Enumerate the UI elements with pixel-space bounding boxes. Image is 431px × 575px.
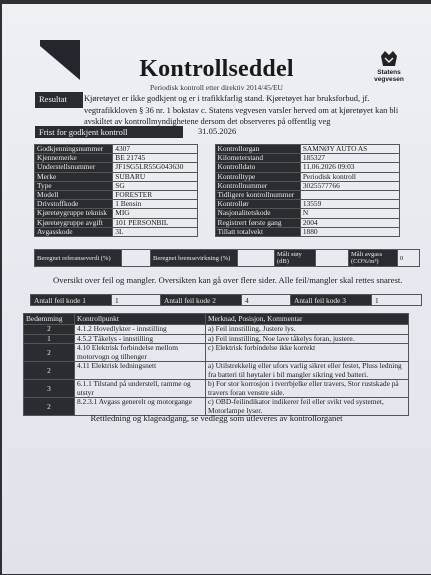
column-gap: [197, 154, 215, 163]
field-label: Tidligere kontrollnummer: [215, 190, 300, 199]
field-label: Merke: [35, 172, 113, 181]
field-value: SAMNØY AUTO AS: [300, 145, 399, 154]
field-value: SUBARU: [113, 172, 198, 181]
defect-row: [24, 380, 409, 398]
defect-comment: c) OBD-feilindikator indikerer feil eller svikt ved systemet, Motorlampe lyser.: [206, 398, 409, 416]
field-label: Kontrollorgan: [215, 145, 300, 154]
count-value-2: 4: [242, 295, 291, 306]
field-label: Godkjenningsnummer: [35, 145, 113, 154]
defect-row: [24, 362, 409, 380]
count-value-1: 1: [112, 295, 161, 306]
defect-point: 8.2.3.1 Avgass generelt og motorgange: [75, 398, 206, 416]
column-gap: [197, 172, 215, 181]
field-value: 4307: [113, 145, 198, 154]
exhaust-label: Målt avgass (CO%/m³): [349, 250, 398, 267]
field-value: 1880: [300, 227, 399, 236]
inspection-document: [2, 4, 431, 574]
count-label-3: Antall feil kode 3: [291, 295, 372, 306]
field-label: Kjennemerke: [35, 154, 113, 163]
vehicle-info-row: [35, 172, 400, 181]
field-label: Kontrollør: [215, 200, 300, 209]
field-value: MIG: [113, 209, 198, 218]
defect-comment: b) For stor korrosjon i tverrbjelke eller travers, Stor rustskade på travers foran venstre side.: [206, 380, 409, 398]
field-value: N: [300, 209, 399, 218]
overview-text: Oversikt over feil og mangler. Oversikten kan gå over flere sider. Alle feil/mangler skal rettes snarest.: [53, 275, 403, 285]
field-label: Modell: [35, 190, 113, 199]
defects-table: [23, 313, 409, 416]
field-value: SG: [113, 181, 198, 190]
field-value: BE 21745: [113, 154, 198, 163]
count-label-2: Antall feil kode 2: [161, 295, 242, 306]
defect-point: 4.10 Elektrisk forbindelse mellom motorvogn og tilhenger: [75, 344, 206, 362]
field-value: 3025577766: [300, 181, 399, 190]
defect-comment: c) Elektrisk forbindelse ikke korrekt: [206, 344, 409, 362]
field-value: FORESTER: [113, 190, 198, 199]
field-label: Avgasskode: [35, 227, 113, 236]
crest-icon: [378, 48, 400, 68]
defect-severity: 2: [24, 398, 75, 416]
field-label: Kjøretøygruppe avgift: [35, 218, 113, 227]
column-gap: [197, 227, 215, 236]
field-value: 101 PERSONBIL: [113, 218, 198, 227]
defect-point: 4.5.2 Tåkelys - innstilling: [75, 334, 206, 343]
count-value-3: 1: [372, 295, 422, 306]
vehicle-info-row: [35, 190, 400, 199]
field-value: Periodisk kontroll: [300, 172, 399, 181]
vehicle-info-row: [35, 181, 400, 190]
defect-severity: 3: [24, 380, 75, 398]
result-text: [84, 93, 404, 128]
brake-ref-label: Beregnet referanseverdi (%): [35, 250, 122, 267]
result-label: Resultat: [35, 92, 83, 108]
field-label: Understellsnummer: [35, 163, 113, 172]
field-value: [300, 190, 399, 199]
field-value: 1 Bensin: [113, 200, 198, 209]
defect-point: 4.1.2 Hovedlykter - innstilling: [75, 325, 206, 334]
field-value: JF1SG5LR55G043630: [113, 163, 198, 172]
field-label: Tillatt totalvekt: [215, 227, 300, 236]
defect-severity: 2: [24, 362, 75, 380]
defect-point: 6.1.1 Tilstand på understell, ramme og utstyr: [75, 380, 206, 398]
defect-row: [24, 344, 409, 362]
field-label: Registrert første gang: [215, 218, 300, 227]
measurements-table: [34, 249, 420, 267]
defect-severity: 2: [24, 325, 75, 334]
defect-comment: a) Utilstrekkelig eller ufors varlig sikret eller festet, Pluss ledning fra batteri til høytaler i bil mangler sikring ved batteri.: [206, 362, 409, 380]
defect-severity: 2: [24, 344, 75, 362]
field-label: Kontrolltype: [215, 172, 300, 181]
vehicle-info-row: [35, 218, 400, 227]
column-gap: [197, 145, 215, 154]
field-label: Kontrollnummer: [215, 181, 300, 190]
defect-counts-table: [30, 294, 422, 306]
document-subtitle: Periodisk kontroll etter direktiv 2014/45/EU: [150, 83, 283, 92]
defects-header-severity: Bedømming: [24, 314, 75, 325]
document-title: Kontrollseddel: [139, 56, 294, 82]
field-label: Kontrolldato: [215, 163, 300, 172]
column-gap: [197, 181, 215, 190]
exhaust-value: 0: [398, 250, 420, 267]
field-value: 3L: [113, 227, 198, 236]
field-value: 185327: [300, 154, 399, 163]
field-value: 11.06.2026 09:03: [300, 163, 399, 172]
vehicle-info-row: [35, 200, 400, 209]
defect-row: [24, 325, 409, 334]
column-gap: [197, 218, 215, 227]
result-line: avskiltet av kontrollmyndighetene dersom det observeres på offentlig veg: [84, 117, 331, 126]
vehicle-info-row: [35, 209, 400, 218]
column-gap: [197, 200, 215, 209]
defect-severity: 1: [24, 334, 75, 343]
vehicle-info-row: [35, 163, 400, 172]
deadline-label: Frist for godkjent kontroll: [35, 126, 183, 138]
vehicle-info-row: [35, 227, 400, 236]
column-gap: [197, 209, 215, 218]
defects-header-comment: Merknad, Posisjon, Kommentar: [206, 314, 409, 325]
field-value: 2004: [300, 218, 399, 227]
vehicle-info-table: [34, 144, 400, 237]
field-label: Drivstoffkode: [35, 200, 113, 209]
column-gap: [197, 163, 215, 172]
result-line: Kjøretøyet er ikke godkjent og er i trafikkfarlig stand. Kjøretøyet har bruksforbud, jf.: [84, 94, 370, 103]
noise-label: Målt støy (dB): [275, 250, 316, 267]
brake-ref-value: [122, 250, 151, 267]
defect-comment: a) Feil innstilling, Noe lave tåkelys foran, justere.: [206, 334, 409, 343]
defect-point: 4.11 Elektrisk ledningsnett: [75, 362, 206, 380]
noise-value: [316, 250, 349, 267]
deadline-date: 31.05.2026: [198, 126, 237, 136]
brake-eff-label: Beregnet bremsevirkning (%): [151, 250, 238, 267]
footer-text: Rettledning og klageadgang, se vedlegg som utleveres av kontrollorganet: [90, 413, 343, 423]
defects-header-point: Kontrollpunkt: [75, 314, 206, 325]
count-label-1: Antall feil kode 1: [31, 295, 112, 306]
column-gap: [197, 190, 215, 199]
agency-logo: [362, 48, 416, 83]
logo-text: Statens vegvesen: [374, 69, 404, 83]
vehicle-info-row: [35, 154, 400, 163]
result-line: vegtrafikkloven § 36 nr. 1 bokstav c. Statens vegvesen varsler herved om at kjøretøyet kan bli: [84, 105, 399, 115]
defect-comment: a) Feil innstilling, Justere lys.: [206, 325, 409, 334]
vehicle-info-row: [35, 145, 400, 154]
field-label: Kjøretøygruppe teknisk: [35, 209, 113, 218]
field-label: Type: [35, 181, 113, 190]
field-value: 13559: [300, 200, 399, 209]
brake-eff-value: [238, 250, 275, 267]
field-label: Kilometerstand: [215, 154, 300, 163]
field-label: Nasjonalitetskode: [215, 209, 300, 218]
